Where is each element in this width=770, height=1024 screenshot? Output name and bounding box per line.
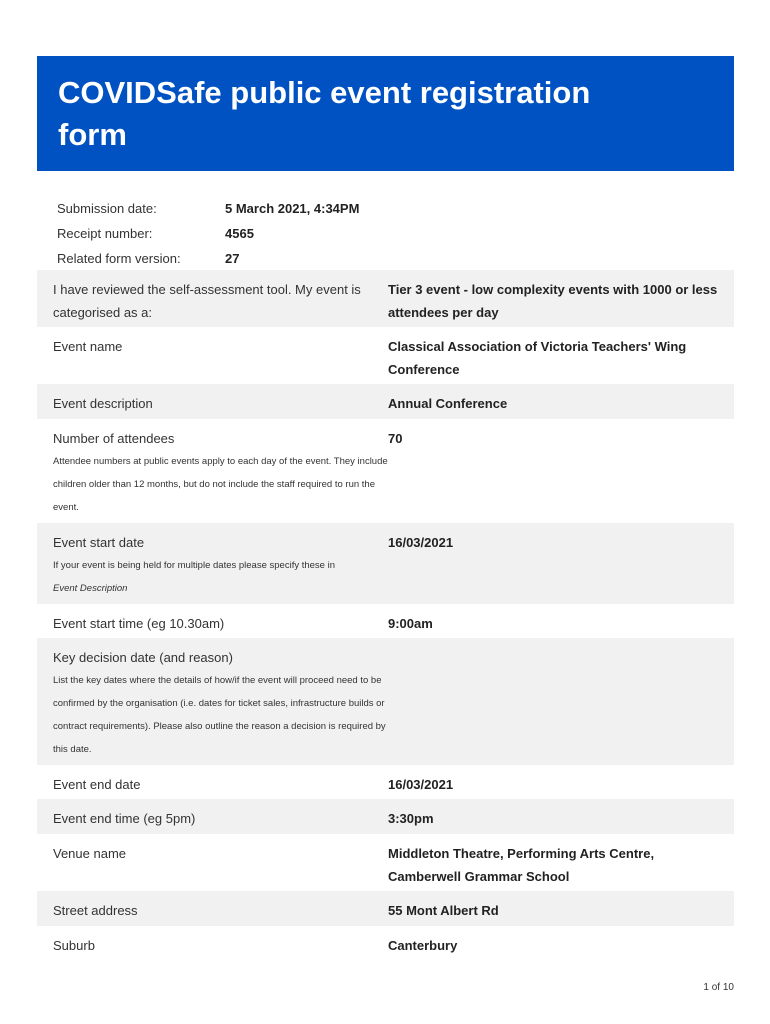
field-value-event-name: Classical Association of Victoria Teachers' Wing Conference <box>388 339 687 377</box>
field-row-suburb <box>37 926 734 961</box>
submission-meta <box>57 196 657 271</box>
field-row-attendees <box>37 419 734 523</box>
field-row-event-description <box>37 384 734 419</box>
field-value-start-time: 9:00am <box>388 616 433 631</box>
form-version-row <box>57 246 657 271</box>
field-row-end-time <box>37 799 734 834</box>
form-version-label: Related form version: <box>57 251 181 266</box>
field-label-start-time: Event start time (eg 10.30am) <box>53 616 225 631</box>
field-row-category <box>37 270 734 327</box>
field-label-end-time: Event end time (eg 5pm) <box>53 811 196 826</box>
field-label-suburb: Suburb <box>53 938 95 953</box>
receipt-number-value: 4565 <box>225 226 254 241</box>
field-label-category: I have reviewed the self-assessment tool. My event is categorised as a: <box>53 282 361 320</box>
field-value-end-date: 16/03/2021 <box>388 777 454 792</box>
receipt-number-label: Receipt number: <box>57 226 153 241</box>
field-hint-attendees: Attendee numbers at public events apply to each day of the event. They include children older than 12 months, but do not include the staff required to run the event. <box>53 456 388 513</box>
field-row-venue-name <box>37 834 734 891</box>
field-label-key-decision: Key decision date (and reason) <box>53 650 233 665</box>
form-fields <box>37 270 734 961</box>
field-label-venue-name: Venue name <box>53 846 127 861</box>
field-value-attendees: 70 <box>388 431 403 446</box>
field-hint-start-date-text: If your event is being held for multiple dates please specify these in <box>53 560 335 571</box>
field-row-end-date <box>37 765 734 799</box>
field-hint-start-date <box>53 554 393 600</box>
field-row-start-time <box>37 604 734 638</box>
field-label-event-name: Event name <box>53 339 123 354</box>
submission-date-label: Submission date: <box>57 201 157 216</box>
field-hint-key-decision: List the key dates where the details of how/if the event will proceed need to be confirmed by the organisation (i.e. dates for ticket sales, infrastructure builds or contract requirements). Please also outline the reason a decision is required by this date. <box>53 675 386 755</box>
field-value-event-description: Annual Conference <box>388 396 508 411</box>
field-value-street-address: 55 Mont Albert Rd <box>388 903 499 918</box>
field-row-event-name <box>37 327 734 384</box>
field-row-start-date <box>37 523 734 604</box>
field-label-start-date: Event start date <box>53 535 145 550</box>
field-value-venue-name: Middleton Theatre, Performing Arts Centre, Camberwell Grammar School <box>388 846 655 884</box>
field-row-key-decision <box>37 638 734 765</box>
field-row-street-address <box>37 891 734 926</box>
submission-date-row <box>57 196 657 221</box>
form-title: COVIDSafe public event registration form <box>58 75 591 152</box>
receipt-number-row <box>57 221 657 246</box>
field-value-suburb: Canterbury <box>388 938 458 953</box>
submission-date-value: 5 March 2021, 4:34PM <box>225 201 360 216</box>
page-indicator: 1 of 10 <box>703 982 734 993</box>
field-hint-start-date-emphasis: Event Description <box>53 583 128 594</box>
field-label-end-date: Event end date <box>53 777 141 792</box>
field-label-attendees: Number of attendees <box>53 431 175 446</box>
form-header-banner <box>37 56 734 171</box>
field-value-category: Tier 3 event - low complexity events with 1000 or less attendees per day <box>388 282 718 320</box>
field-value-end-time: 3:30pm <box>388 811 434 826</box>
field-label-event-description: Event description <box>53 396 153 411</box>
field-label-street-address: Street address <box>53 903 138 918</box>
form-version-value: 27 <box>225 251 240 266</box>
field-value-start-date: 16/03/2021 <box>388 535 454 550</box>
